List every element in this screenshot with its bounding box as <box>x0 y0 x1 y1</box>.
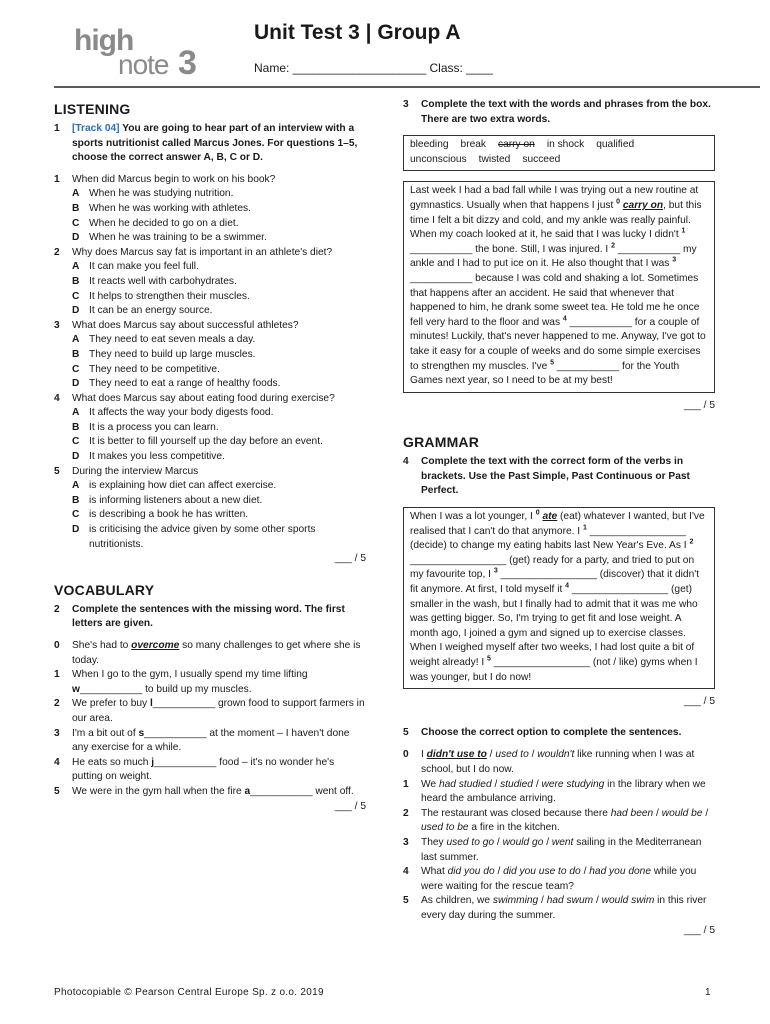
q5-score: ___ / 5 <box>683 924 715 936</box>
option-row <box>54 450 366 465</box>
item-number: 1 <box>54 669 60 681</box>
question-number: 4 <box>54 392 60 404</box>
vocabulary-heading: VOCABULARY <box>54 581 155 598</box>
box-word: in shock <box>546 139 585 151</box>
first-letter: l <box>149 698 153 710</box>
item-number: 0 <box>403 749 409 761</box>
option-text: It helps to strengthen their muscles. <box>89 290 250 302</box>
option-text: It reacts well with carbohydrates. <box>89 275 237 287</box>
vocabulary-instruction <box>54 603 366 632</box>
listening-heading: LISTENING <box>54 101 131 117</box>
item-text: When I go to the gym, I usually spend my time lifting w___________ to build up my muscles. <box>72 669 308 695</box>
q5-items <box>403 748 715 923</box>
logo-high-text: high <box>74 24 134 57</box>
gap-number: 0 <box>616 198 621 206</box>
first-letter: w <box>72 683 80 695</box>
option-text: It is a process you can learn. <box>89 421 219 433</box>
header-divider <box>54 86 760 88</box>
vocabulary-score: ___ / 5 <box>334 800 366 812</box>
vocab-item <box>54 756 366 785</box>
box-word: qualified <box>596 139 635 151</box>
item-number: 3 <box>403 836 409 848</box>
question-number: 3 <box>54 319 60 331</box>
question-number: 3 <box>403 99 409 110</box>
question-number: 2 <box>54 246 60 258</box>
item-text: I didn't use to / used to / wouldn't like running when I was at school, but I do now. <box>421 749 695 775</box>
option-text: It makes you less competitive. <box>89 451 225 463</box>
option-text: is explaining how diet can affect exercise. <box>89 480 277 492</box>
first-letter: a <box>244 785 251 797</box>
option-letter: A <box>72 188 80 200</box>
question-text: What does Marcus say about eating food during exercise? <box>72 392 335 404</box>
option-letter: C <box>72 290 80 302</box>
option-letter: B <box>72 275 80 287</box>
instruction-text: Complete the text with the words and phrases from the box. There are two extra words. <box>421 99 711 125</box>
item-text: They used to go / would go / went sailing in the Mediterranean last summer. <box>421 836 702 863</box>
option-row <box>54 377 366 392</box>
vocabulary-items <box>54 639 366 800</box>
option-letter: D <box>72 451 80 463</box>
question-number: 1 <box>54 123 60 134</box>
option-row <box>54 290 366 305</box>
instruction-text: Complete the sentences with the missing word. The first letters are given. <box>72 603 345 630</box>
item-number: 4 <box>54 756 60 768</box>
item-text: As children, we swimming / had swum / would swim in this river every day during the summer. <box>421 895 707 921</box>
box-word: twisted <box>478 153 511 165</box>
question-row <box>54 173 366 188</box>
option-phrase: had you done <box>589 866 651 878</box>
vocab-item <box>54 668 366 697</box>
gap-number: 4 <box>565 582 570 590</box>
item-text: We prefer to buy l___________ grown food to support farmers in our area. <box>72 698 365 724</box>
option-phrase: studied <box>500 778 533 790</box>
option-row <box>54 348 366 363</box>
question-text: What does Marcus say about successful athletes? <box>72 319 299 331</box>
option-phrase: wouldn't <box>537 749 575 761</box>
option-row <box>54 494 366 509</box>
gap-number: 4 <box>562 315 567 323</box>
box-word: unconscious <box>410 153 467 165</box>
option-row <box>54 479 366 494</box>
option-row <box>54 260 366 275</box>
item-text: The restaurant was closed because there had been / would be / used to be a fire in the kitchen. <box>421 807 709 834</box>
vocab-item <box>54 639 366 668</box>
option-row <box>54 406 366 421</box>
question-number: 2 <box>54 603 60 615</box>
item-text: I'm a bit out of s___________ at the moment – I haven't done any exercise for a while. <box>72 727 350 754</box>
option-phrase: did you use to do <box>503 866 581 878</box>
question-text: Why does Marcus say fat is important in an athlete's diet? <box>72 246 333 258</box>
option-row <box>54 217 366 232</box>
gap-number: 3 <box>672 256 677 264</box>
option-row <box>54 435 366 450</box>
option-text: When he was training to be a swimmer. <box>89 232 267 244</box>
vocab-item <box>54 727 366 756</box>
item-number: 2 <box>403 807 409 819</box>
item-number: 5 <box>54 785 60 797</box>
q5-item <box>403 894 715 923</box>
option-letter: D <box>72 232 80 244</box>
box-word: bleeding <box>410 139 449 151</box>
option-row <box>54 275 366 290</box>
option-letter: D <box>72 378 80 390</box>
item-number: 2 <box>54 698 60 710</box>
instruction-text: Choose the correct option to complete the sentences. <box>421 726 682 738</box>
q3-instruction <box>403 98 715 127</box>
option-letter: B <box>72 494 80 506</box>
option-letter: A <box>72 261 80 273</box>
right-column <box>403 98 715 938</box>
option-letter: A <box>72 334 80 346</box>
word-box-line <box>410 153 708 168</box>
item-number: 3 <box>54 727 60 739</box>
option-letter: C <box>72 509 80 521</box>
listening-questions <box>54 173 366 552</box>
question-text: During the interview Marcus <box>72 465 199 477</box>
option-row <box>54 421 366 436</box>
option-letter: A <box>72 480 80 492</box>
question-text: When did Marcus begin to work on his book? <box>72 173 276 185</box>
gap-number: 3 <box>493 568 498 576</box>
item-number: 4 <box>403 866 409 878</box>
question-number: 5 <box>403 726 409 738</box>
vocab-item <box>54 697 366 726</box>
option-letter: B <box>72 421 80 433</box>
gap-number: 5 <box>550 359 555 367</box>
first-letter: j <box>151 756 155 768</box>
option-text: When he was studying nutrition. <box>89 188 234 200</box>
option-phrase: swimming <box>492 895 539 907</box>
gap-number: 2 <box>611 242 615 250</box>
gap-number: 0 <box>535 509 540 517</box>
option-letter: D <box>72 305 80 317</box>
option-row <box>54 187 366 202</box>
footer-copyright: Photocopiable © Pearson Central Europe Sp. z o.o. 2019 <box>54 987 324 998</box>
first-letter: s <box>138 727 145 739</box>
item-text: What did you do / did you use to do / had you done while you were waiting for the rescue team? <box>421 866 697 892</box>
example-answer: didn't use to <box>426 749 487 761</box>
option-text: is informing listeners about a new diet. <box>89 494 263 506</box>
q3-text-box: Last week I had a bad fall while I was trying out a new routine at gymnastics. Usually when that happens I just $^0$ carry on, but this time I felt a bit dizzy and cold, and my ankle was really painful. When my coach looked at it, he said that I was lucky I didn't $^1$ ___________ the bone. Still, I was injured. I $^2$ ___________ my ankle and I had to put ice on it. He also thought that I was $^3$ ___________ because I was cold and shaking a lot. Sometimes that happens after an accident. He said that whenever that happened to him, he drank some sweet tea. He told me he once fell very hard to the floor and was $^4$ ___________ for a couple of minutes! Luckily, that's never happened to me. Anyway, I've got to take it easy for a couple of weeks and do some simple exercises to strengthen my muscles. I've $^5$ ___________ for the Youth Games next year, so I need to be at my best! <box>403 181 715 392</box>
q3-score: ___ / 5 <box>683 399 715 411</box>
grammar-heading: GRAMMAR <box>403 434 480 451</box>
option-phrase: did you do <box>447 866 495 878</box>
option-letter: D <box>72 524 80 536</box>
question-number: 5 <box>54 465 60 477</box>
q5-instruction <box>403 726 715 741</box>
question-row <box>54 246 366 261</box>
option-letter: B <box>72 202 80 214</box>
question-row <box>54 392 366 407</box>
q5-item <box>403 748 715 777</box>
option-row <box>54 202 366 217</box>
item-number: 0 <box>54 640 60 651</box>
option-text: When he decided to go on a diet. <box>89 217 239 229</box>
gap-number: 1 <box>582 524 587 532</box>
gap-number: 1 <box>681 227 686 235</box>
listening-score: ___ / 5 <box>334 553 366 565</box>
option-letter: C <box>72 363 80 375</box>
example-answer: overcome <box>131 640 180 651</box>
name-class-line: Name: ____________________ Class: ____ <box>254 61 493 75</box>
q5-item <box>403 836 715 865</box>
gap-number: 5 <box>487 655 491 663</box>
box-word: carry on <box>498 139 535 151</box>
option-text: They need to build up large muscles. <box>89 348 256 360</box>
option-row <box>54 304 366 319</box>
option-phrase: had been <box>610 807 654 819</box>
q4-text-box: When I was a lot younger, I $^0$ ate (eat) whatever I wanted, but I've realised that I can't do that anymore. I $^1$ _________________ (decide) to change my eating habits last New Year's Eve. As I $^2$ _________________ (get) ready for a party, and tried to put on my favourite top, I $^3$ _________________ (discover) that it didn't fit anymore. At first, I told myself it $^4$ _________________ (get) smaller in the wash, but I finally had to admit that it was me who was getting bigger. So, I'm trying to get fit and lose weight. A month ago, I joined a gym and signed up to exercise classes. When I weighed myself after two weeks, I had lost quite a bit of weight already! I $^5$ _________________ (not / like) gyms when I was younger, but I do now! <box>403 507 715 689</box>
option-phrase: had swum <box>546 895 594 907</box>
q4-score: ___ / 5 <box>683 696 715 708</box>
question-number: 4 <box>403 456 409 468</box>
option-text: They need to eat seven meals a day. <box>89 334 256 346</box>
box-word: succeed <box>522 153 561 165</box>
option-row <box>54 333 366 348</box>
instruction-text: Complete the text with the correct form of the verbs in brackets. Use the Past Simple, Past Continuous or Past Perfect. <box>421 456 690 497</box>
option-phrase: went <box>551 836 574 848</box>
item-text: He eats so much j___________ food – it's no wonder he's putting on weight. <box>72 756 335 783</box>
question-row <box>54 465 366 480</box>
item-text: We were in the gym hall when the fire a___________ went off. <box>72 785 354 797</box>
option-phrase: used to <box>495 749 529 761</box>
page-title: Unit Test 3 | Group A <box>254 21 461 44</box>
left-column <box>54 100 366 814</box>
question-number: 1 <box>54 173 60 185</box>
word-box-line <box>410 138 708 153</box>
option-text: They need to eat a range of healthy foods. <box>89 378 281 390</box>
example-answer: carry on <box>622 199 664 211</box>
item-number: 5 <box>403 895 409 907</box>
option-letter: B <box>72 348 80 360</box>
option-phrase: used to go <box>446 836 495 848</box>
logo-number-text: 3 <box>178 44 197 80</box>
option-text: It affects the way your body digests food. <box>89 407 274 419</box>
page-number: 1 <box>705 987 711 998</box>
option-phrase: would swim <box>601 895 655 907</box>
logo-note-text: note <box>118 49 169 80</box>
option-letter: A <box>72 407 80 419</box>
gap-number: 2 <box>689 538 694 546</box>
instruction-text: You are going to hear part of an interview with a sports nutritionist called Marcus Jones. For questions 1–5, choose the correct answer A, B, C or D. <box>72 123 358 164</box>
item-number: 1 <box>403 778 409 790</box>
word-box <box>403 135 715 171</box>
option-text: is describing a book he has written. <box>89 509 249 521</box>
option-phrase: had studied <box>438 778 492 790</box>
question-row <box>54 319 366 334</box>
q5-item <box>403 778 715 807</box>
option-text: It can make you feel full. <box>89 261 199 273</box>
option-text: is criticising the advice given by some other sports nutritionists. <box>89 524 316 550</box>
q4-instruction <box>403 455 715 499</box>
option-phrase: were studying <box>541 778 605 790</box>
item-text: She's had to overcome so many challenges to get where she is today. <box>72 640 361 666</box>
option-row <box>54 363 366 378</box>
example-answer: ate <box>542 511 558 523</box>
option-letter: C <box>72 217 80 229</box>
option-phrase: would go <box>502 836 544 848</box>
option-row <box>54 231 366 246</box>
option-letter: C <box>72 436 80 448</box>
option-phrase: used to be <box>421 822 469 834</box>
option-row <box>54 508 366 523</box>
option-text: It is better to fill yourself up the day before an event. <box>89 436 323 448</box>
listening-instruction <box>54 122 366 166</box>
item-text: We had studied / studied / were studying in the library when we heard the ambulance arriving. <box>421 778 706 805</box>
q5-item <box>403 865 715 894</box>
option-text: When he was working with athletes. <box>89 202 251 214</box>
option-text: It can be an energy source. <box>89 305 213 317</box>
vocab-item <box>54 785 366 800</box>
box-word: break <box>460 139 487 151</box>
option-row <box>54 523 366 552</box>
high-note-logo <box>74 24 214 80</box>
option-text: They need to be competitive. <box>89 363 220 375</box>
option-phrase: would be <box>661 807 703 819</box>
q5-item <box>403 807 715 836</box>
track-label: [Track 04] <box>72 123 120 134</box>
